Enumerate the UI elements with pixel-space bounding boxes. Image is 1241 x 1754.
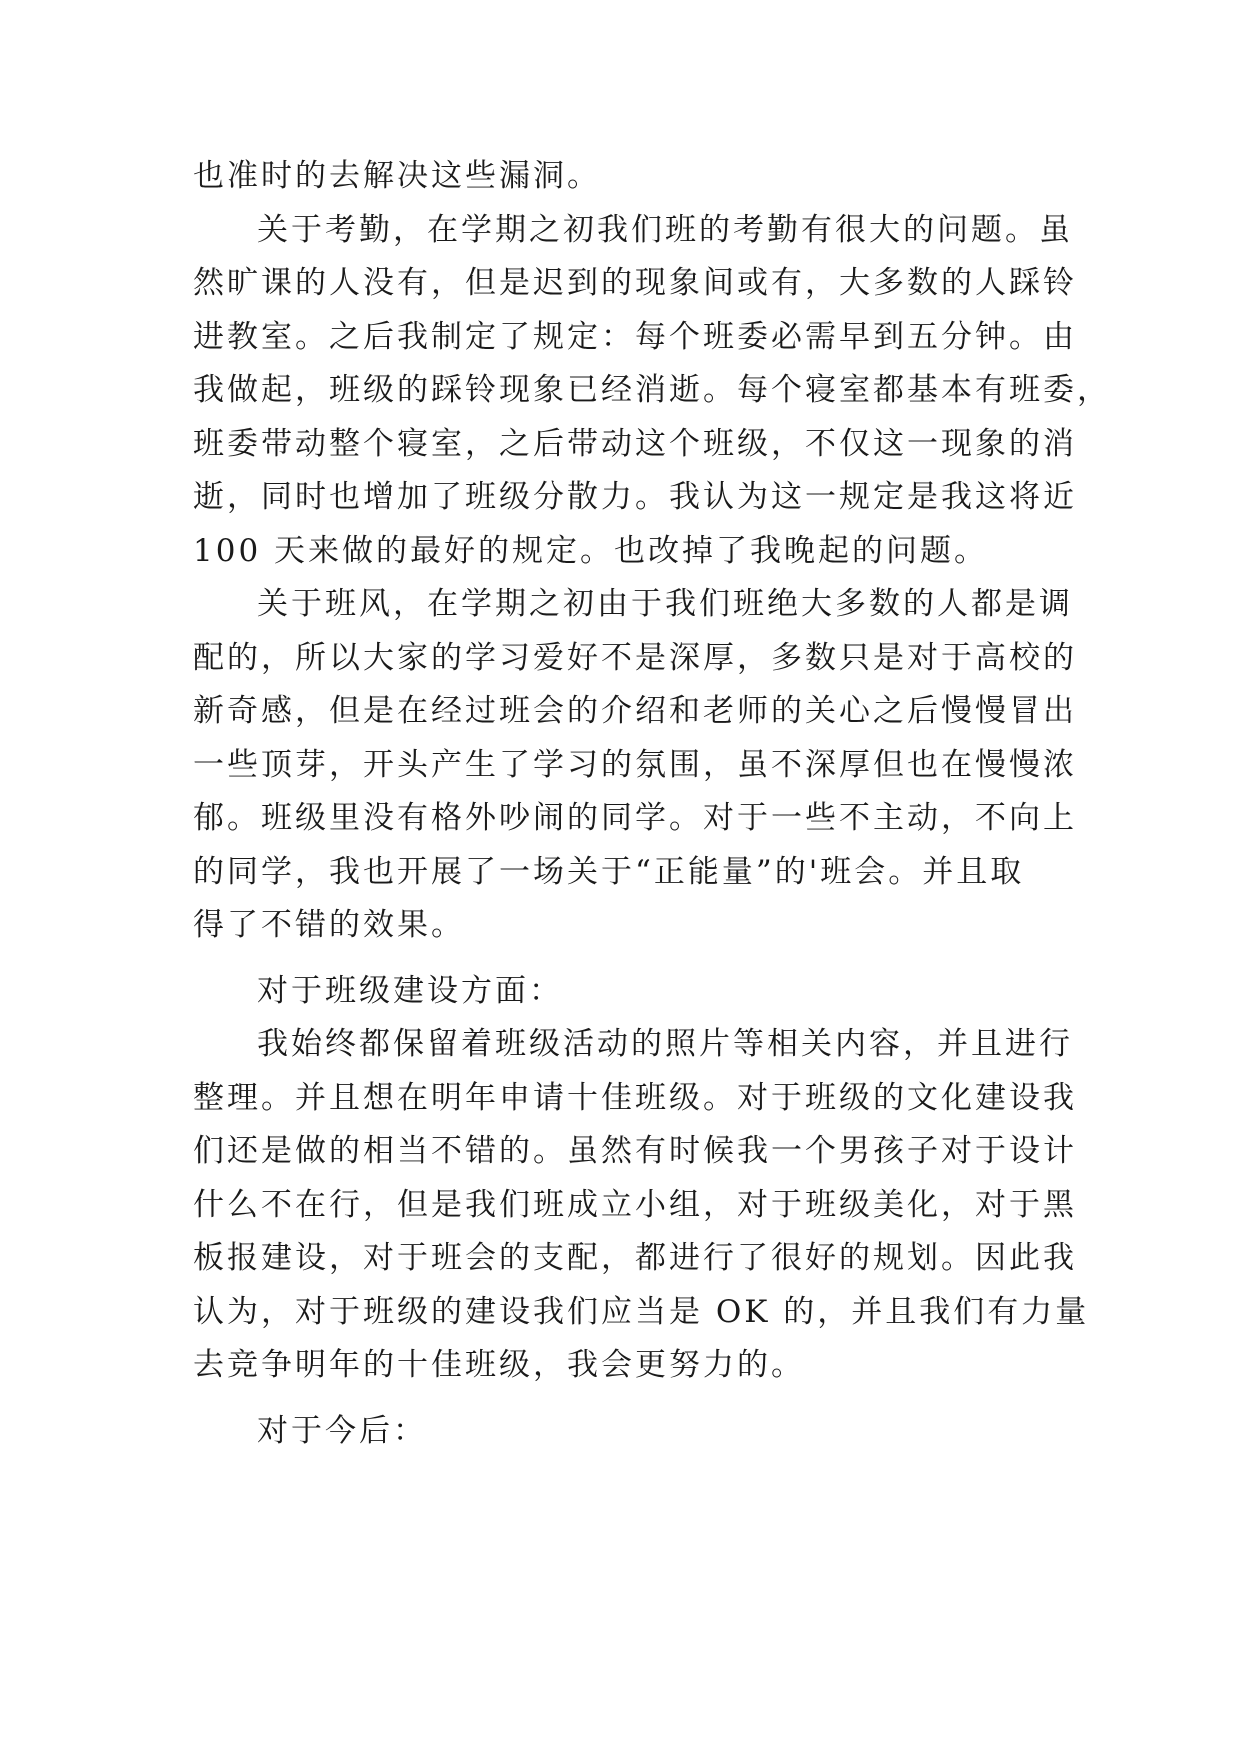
section-heading: 对于班级建设方面： <box>257 972 563 1009</box>
text-line: 们还是做的相当不错的。虽然有时候我一个男孩子对于设计 <box>193 1133 1077 1169</box>
paragraph-gap <box>193 953 1073 965</box>
text-line: 逝，同时也增加了班级分散力。我认为这一规定是我这将近 <box>193 479 1077 515</box>
text-line: 认为，对于班级的建设我们应当是 OK 的，并且我们有力量 <box>193 1293 1090 1330</box>
paragraph-start-line: 关于考勤，在学期之初我们班的考勤有很大的问题。虽 <box>257 211 1073 248</box>
text-line: 什么不在行，但是我们班成立小组，对于班级美化，对于黑 <box>193 1186 1077 1223</box>
document-body <box>193 150 1111 1458</box>
text-line: 配的，所以大家的学习爱好不是深厚，多数只是对于高校的 <box>193 639 1077 676</box>
section-heading: 对于今后： <box>257 1412 427 1449</box>
text-line: 郁。班级里没有格外吵闹的同学。对于一些不主动，不向上 <box>193 800 1077 836</box>
text-line: 一些顶芽，开头产生了学习的氛围，虽不深厚但也在慢慢浓 <box>193 746 1077 783</box>
text-line: 100 天来做的最好的规定。也改掉了我晚起的问题。 <box>193 532 989 569</box>
text-line: 我做起，班级的踩铃现象已经消逝。每个寝室都基本有班委， <box>193 372 1111 408</box>
text-line: 班委带动整个寝室，之后带动这个班级，不仅这一现象的消 <box>193 425 1077 462</box>
text-line: 整理。并且想在明年申请十佳班级。对于班级的文化建设我 <box>193 1079 1077 1116</box>
text-line: 也准时的去解决这些漏洞。 <box>193 158 601 194</box>
paragraph-gap <box>193 1393 1073 1405</box>
text-line: 新奇感，但是在经过班会的介绍和老师的关心之后慢慢冒出 <box>193 693 1077 729</box>
paragraph-start-line: 关于班风，在学期之初由于我们班绝大多数的人都是调 <box>257 586 1073 622</box>
text-line: 进教室。之后我制定了规定：每个班委必需早到五分钟。由 <box>193 318 1077 355</box>
text-line: 去竞争明年的十佳班级，我会更努力的。 <box>193 1347 805 1383</box>
text-line: 板报建设，对于班会的支配，都进行了很好的规划。因此我 <box>193 1240 1077 1276</box>
text-line: 然旷课的人没有，但是迟到的现象间或有，大多数的人踩铃 <box>193 265 1077 301</box>
text-line: 得了不错的效果。 <box>193 907 465 943</box>
paragraph-start-line: 我始终都保留着班级活动的照片等相关内容，并且进行 <box>257 1026 1073 1062</box>
text-line: 的同学，我也开展了一场关于“正能量”的'班会。并且取 <box>193 853 1025 890</box>
